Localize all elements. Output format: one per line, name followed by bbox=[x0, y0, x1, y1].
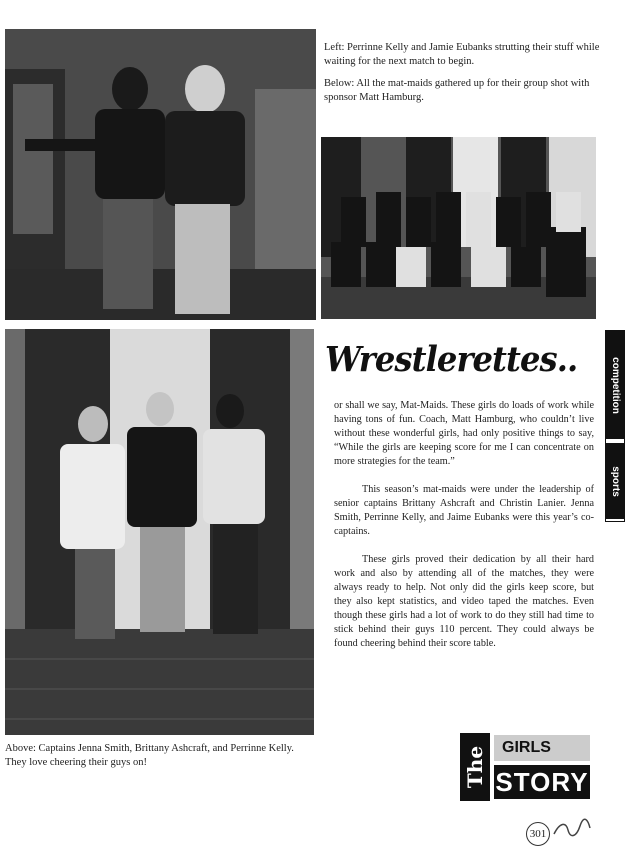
photo-group-shot bbox=[321, 137, 596, 319]
page-number: 301 bbox=[526, 822, 550, 846]
caption-left-photo: Left: Perrinne Kelly and Jamie Eubanks strutting their stuff while waiting for the next match to begin. bbox=[324, 42, 600, 67]
side-tab-sports: sports bbox=[606, 443, 624, 519]
article-paragraph: or shall we say, Mat-Maids. These girls do loads of work while having tons of fun. Coach, Matt Hamburg, who couldn’t live without these wonderful girls, had only positive things to say, “While the girls are keeping score for me I can concentrate on more strategies for the team.” bbox=[334, 400, 594, 467]
girls-story-logo bbox=[460, 733, 592, 803]
article-body bbox=[334, 399, 594, 665]
photo-two-girls-posing bbox=[5, 29, 316, 320]
logo-girls: GIRLS bbox=[494, 735, 590, 761]
section-side-tab bbox=[605, 330, 625, 522]
side-tab-competition: competition bbox=[606, 331, 624, 439]
photo-three-captains bbox=[5, 329, 314, 735]
article-headline: Wrestlerettes.. bbox=[325, 339, 578, 380]
decorative-flourish-icon bbox=[552, 812, 592, 842]
article-paragraph: These girls proved their dedication by all their hard work and also by attending all of the matches, they were always ready to help. Not only did the girls keep score, but they also kept statistics, and video taped the matches. Even though these girls had a lot of work to do they still had time to stick behind their guys 110 percent. They could always be found cheering behind their score table. bbox=[334, 554, 594, 649]
logo-the: The bbox=[460, 733, 490, 801]
caption-top-right bbox=[324, 41, 614, 113]
logo-story: STORY bbox=[494, 765, 590, 799]
caption-bottom-left: Above: Captains Jenna Smith, Brittany Ashcraft, and Perrinne Kelly. They love cheering their guys on! bbox=[5, 743, 294, 768]
article-paragraph: This season’s mat-maids were under the leadership of senior captains Brittany Ashcraft and Christin Lanier. Jenna Smith, Perrinne Kelly, and Jaime Eubanks were this year’s co-captains. bbox=[334, 484, 594, 537]
caption-below-photo: Below: All the mat-maids gathered up for their group shot with sponsor Matt Hamburg. bbox=[324, 78, 590, 103]
